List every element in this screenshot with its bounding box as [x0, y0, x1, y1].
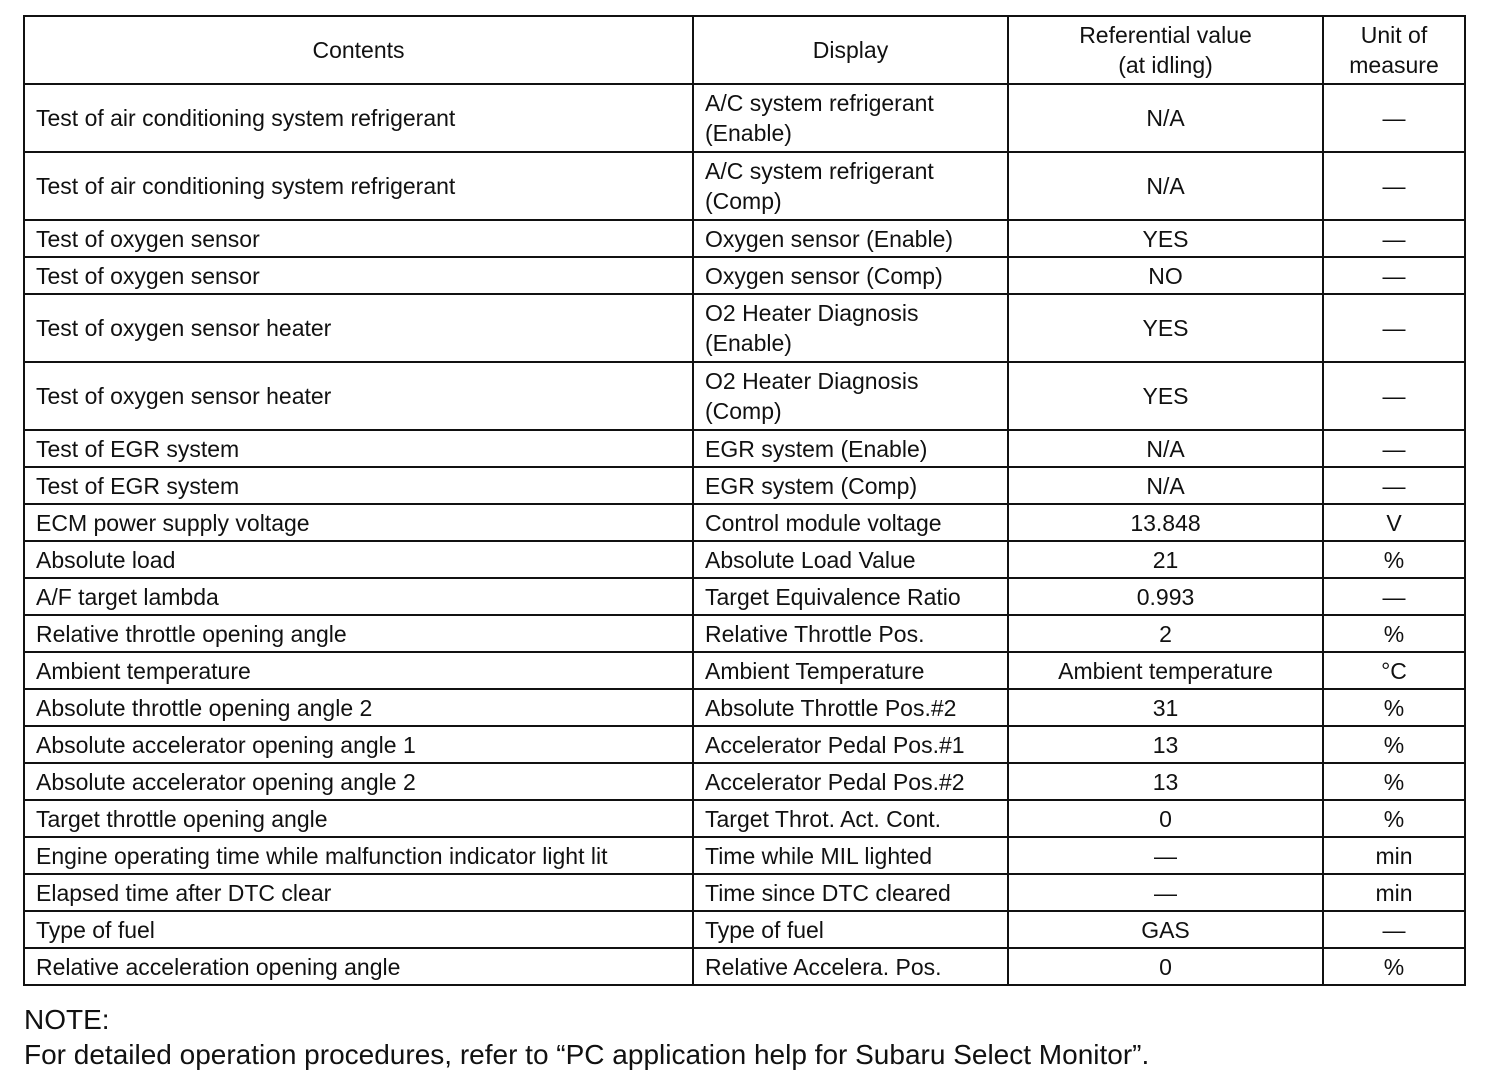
cell-display: [693, 84, 1008, 152]
cell-display: [693, 504, 1008, 541]
cell-display: [693, 257, 1008, 294]
cell-unit: %: [1323, 763, 1465, 800]
cell-contents: Test of oxygen sensor heater: [24, 362, 693, 430]
cell-contents: Test of EGR system: [24, 467, 693, 504]
cell-contents: A/F target lambda: [24, 578, 693, 615]
cell-display: [693, 948, 1008, 985]
parameter-table: [23, 15, 1466, 986]
cell-referential-value: —: [1008, 837, 1323, 874]
header-contents: Contents: [24, 16, 693, 84]
cell-unit: —: [1323, 578, 1465, 615]
cell-display-line: Absolute Throttle Pos.#2: [705, 694, 957, 721]
cell-display-line: (Comp): [705, 398, 782, 424]
cell-contents: Test of air conditioning system refrigerant: [24, 84, 693, 152]
cell-referential-value: —: [1008, 874, 1323, 911]
cell-display: [693, 467, 1008, 504]
cell-unit: —: [1323, 430, 1465, 467]
cell-contents: Test of air conditioning system refrigerant: [24, 152, 693, 220]
cell-referential-value: 21: [1008, 541, 1323, 578]
cell-display: [693, 652, 1008, 689]
cell-display: [693, 689, 1008, 726]
cell-display: [693, 800, 1008, 837]
cell-contents: Absolute accelerator opening angle 1: [24, 726, 693, 763]
cell-display-line: Oxygen sensor (Comp): [705, 262, 943, 289]
cell-contents: Absolute load: [24, 541, 693, 578]
table-row: [24, 504, 1465, 541]
cell-unit: V: [1323, 504, 1465, 541]
cell-referential-value: YES: [1008, 362, 1323, 430]
cell-referential-value: 13.848: [1008, 504, 1323, 541]
cell-unit: —: [1323, 257, 1465, 294]
header-referential-value-line2: (at idling): [1118, 52, 1213, 78]
cell-display-line: EGR system (Enable): [705, 435, 928, 462]
cell-display-line: O2 Heater Diagnosis: [705, 368, 919, 394]
cell-display-line: Accelerator Pedal Pos.#2: [705, 768, 965, 795]
cell-display-line: Relative Accelera. Pos.: [705, 953, 942, 980]
cell-display: [693, 430, 1008, 467]
cell-referential-value: 13: [1008, 726, 1323, 763]
cell-display: [693, 874, 1008, 911]
table-row: [24, 84, 1465, 152]
cell-display-line: Absolute Load Value: [705, 546, 916, 573]
cell-unit: —: [1323, 294, 1465, 362]
cell-unit: %: [1323, 689, 1465, 726]
cell-display: [693, 578, 1008, 615]
cell-contents: Relative acceleration opening angle: [24, 948, 693, 985]
cell-display-line: Time since DTC cleared: [705, 879, 951, 906]
table-row: [24, 874, 1465, 911]
header-unit-of-measure: [1323, 16, 1465, 84]
header-unit-line2: measure: [1349, 52, 1439, 78]
cell-contents: Target throttle opening angle: [24, 800, 693, 837]
cell-display-line: Target Throt. Act. Cont.: [705, 805, 942, 832]
cell-display: [693, 362, 1008, 430]
cell-display-line: A/C system refrigerant: [705, 158, 934, 184]
cell-display: [693, 152, 1008, 220]
cell-display-line: Accelerator Pedal Pos.#1: [705, 731, 965, 758]
table-row: [24, 362, 1465, 430]
table-row: [24, 689, 1465, 726]
cell-contents: Engine operating time while malfunction indicator light lit: [24, 837, 693, 874]
cell-referential-value: 0.993: [1008, 578, 1323, 615]
cell-display-line: Target Equivalence Ratio: [705, 583, 961, 610]
header-referential-value-line1: Referential value: [1079, 22, 1252, 48]
cell-display-line: EGR system (Comp): [705, 472, 918, 499]
cell-display: [693, 294, 1008, 362]
cell-display-line: (Enable): [705, 330, 792, 356]
cell-unit: —: [1323, 911, 1465, 948]
cell-unit: %: [1323, 726, 1465, 763]
cell-display: [693, 615, 1008, 652]
header-referential-value: [1008, 16, 1323, 84]
cell-display-line: Ambient Temperature: [705, 657, 925, 684]
cell-contents: Absolute throttle opening angle 2: [24, 689, 693, 726]
cell-contents: ECM power supply voltage: [24, 504, 693, 541]
cell-contents: Test of EGR system: [24, 430, 693, 467]
table-row: [24, 467, 1465, 504]
table-row: [24, 541, 1465, 578]
table-row: [24, 578, 1465, 615]
cell-display: [693, 911, 1008, 948]
header-unit-line1: Unit of: [1360, 22, 1428, 48]
cell-referential-value: N/A: [1008, 152, 1323, 220]
cell-unit: —: [1323, 84, 1465, 152]
cell-display-line: Control module voltage: [705, 509, 942, 536]
cell-contents: Ambient temperature: [24, 652, 693, 689]
cell-referential-value: 13: [1008, 763, 1323, 800]
table-row: [24, 430, 1465, 467]
table-row: [24, 220, 1465, 257]
cell-contents: Test of oxygen sensor: [24, 257, 693, 294]
cell-referential-value: Ambient temperature: [1008, 652, 1323, 689]
note-text: For detailed operation procedures, refer to “PC application help for Subaru Select Monitor”.: [24, 1039, 1150, 1070]
cell-display-line: A/C system refrigerant: [705, 90, 934, 116]
cell-referential-value: 2: [1008, 615, 1323, 652]
cell-unit: —: [1323, 467, 1465, 504]
cell-referential-value: 0: [1008, 800, 1323, 837]
cell-unit: %: [1323, 948, 1465, 985]
cell-unit: %: [1323, 800, 1465, 837]
cell-unit: —: [1323, 152, 1465, 220]
cell-display: [693, 220, 1008, 257]
table-row: [24, 152, 1465, 220]
cell-referential-value: NO: [1008, 257, 1323, 294]
cell-display-line: O2 Heater Diagnosis: [705, 300, 919, 326]
cell-unit: %: [1323, 541, 1465, 578]
cell-contents: Relative throttle opening angle: [24, 615, 693, 652]
cell-unit: °C: [1323, 652, 1465, 689]
table-row: [24, 294, 1465, 362]
cell-referential-value: N/A: [1008, 467, 1323, 504]
table-row: [24, 763, 1465, 800]
cell-display-line: (Enable): [705, 120, 792, 146]
cell-contents: Absolute accelerator opening angle 2: [24, 763, 693, 800]
cell-display-line: Time while MIL lighted: [705, 842, 933, 869]
table-body: [24, 84, 1465, 985]
cell-unit: min: [1323, 837, 1465, 874]
cell-display-line: Relative Throttle Pos.: [705, 620, 925, 647]
cell-referential-value: 31: [1008, 689, 1323, 726]
table-row: [24, 837, 1465, 874]
cell-unit: —: [1323, 220, 1465, 257]
cell-display-line: Oxygen sensor (Enable): [705, 225, 954, 252]
cell-unit: %: [1323, 615, 1465, 652]
cell-contents: Test of oxygen sensor: [24, 220, 693, 257]
cell-display: [693, 763, 1008, 800]
cell-display-line: (Comp): [705, 188, 782, 214]
table-row: [24, 615, 1465, 652]
cell-referential-value: N/A: [1008, 430, 1323, 467]
cell-referential-value: N/A: [1008, 84, 1323, 152]
cell-referential-value: YES: [1008, 294, 1323, 362]
cell-contents: Elapsed time after DTC clear: [24, 874, 693, 911]
table-row: [24, 257, 1465, 294]
cell-referential-value: 0: [1008, 948, 1323, 985]
cell-display: [693, 726, 1008, 763]
cell-contents: Test of oxygen sensor heater: [24, 294, 693, 362]
cell-display-line: Type of fuel: [705, 916, 824, 943]
cell-unit: —: [1323, 362, 1465, 430]
cell-contents: Type of fuel: [24, 911, 693, 948]
table-row: [24, 800, 1465, 837]
table-row: [24, 652, 1465, 689]
header-display: Display: [693, 16, 1008, 84]
table-header-row: [24, 16, 1465, 84]
cell-unit: min: [1323, 874, 1465, 911]
table-row: [24, 726, 1465, 763]
cell-display: [693, 541, 1008, 578]
cell-display: [693, 837, 1008, 874]
table-row: [24, 948, 1465, 985]
note-title: NOTE:: [24, 1004, 110, 1035]
cell-referential-value: YES: [1008, 220, 1323, 257]
cell-referential-value: GAS: [1008, 911, 1323, 948]
table-row: [24, 911, 1465, 948]
